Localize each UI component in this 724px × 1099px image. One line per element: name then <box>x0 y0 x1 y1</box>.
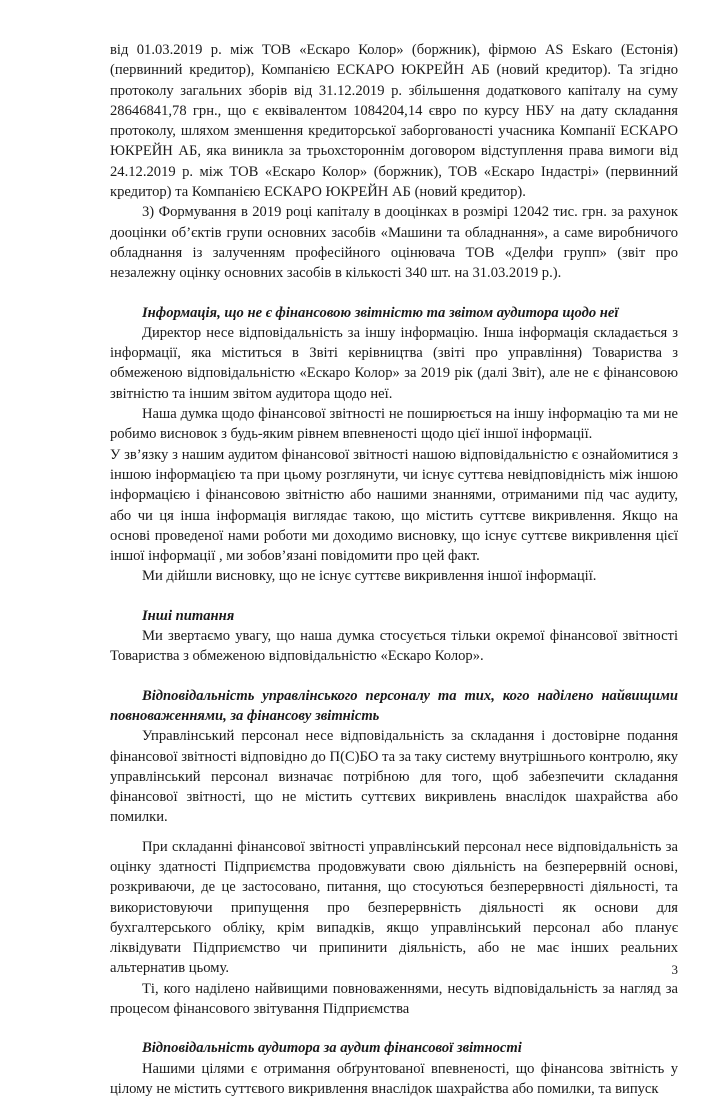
paragraph-going-concern: При складанні фінансової звітності управлінський персонал несе відповідальність за оцінку здатності Підприємства продовжувати свою діяльність на безперервній основі, розкриваючи, де це застосовано, питання, що стосуються безперервності діяльності, та використовуючи припущення про безперервність діяльності як основи для бухгалтерського обліку, крім випадків, якщо управлінський персонал або планує ліквідувати Підприємство чи припинити діяльність, або не має інших реальних альтернатив цьому. <box>110 838 678 977</box>
paragraph-conclusion: Ми дійшли висновку, що не існує суттєве викривлення іншої інформації. <box>142 568 597 585</box>
spacer <box>110 828 678 837</box>
paragraph-other-matters: Ми звертаємо увагу, що наша думка стосується тільки окремої фінансової звітності Товариства з обмеженою відповідальністю «Ескаро Колор». <box>110 628 678 665</box>
spacer <box>110 587 678 606</box>
paragraph-audit-responsibility: У зв’язку з нашим аудитом фінансової звітності нашою відповідальністю є ознайомитися з іншою інформацією та при цьому розглянути, чи існує суттєва невідповідність між іншою інформацією і фінансовою звітністю або нашими знаннями, отриманими під час аудиту, або чи ця інша інформація виглядає такою, що містить суттєве викривлення. Якщо на основі проведеної нами роботи ми доходимо висновку, що існує суттєве викривлення цієї іншої інформації , ми зобов’язані повідомити про цей факт. <box>110 446 678 565</box>
paragraph-audit-objectives: Нашими цілями є отримання обґрунтованої впевненості, що фінансова звітність у цілому не містить суттєвого викривлення внаслідок шахрайства або помилки, та випуск <box>110 1060 678 1097</box>
paragraph-governance-oversight: Ті, кого наділено найвищими повноваженнями, несуть відповідальність за нагляд за процесом фінансового звітування Підприємства <box>110 980 678 1018</box>
spacer <box>110 1019 678 1038</box>
spacer <box>110 284 678 303</box>
paragraph-revaluation: 3) Формування в 2019 році капіталу в дооцінках в розмірі 12042 тис. грн. за рахунок дооцінки об’єктів групи основних засобів «Машини та обладнання», а саме виробничого обладнання із залученням професійного оцінювача ТОВ «Делфи групп» (звіт про незалежну оцінку основних засобів в кількості 340 шт. на 31.03.2019 р.). <box>110 204 678 282</box>
page-number: 3 <box>671 962 678 977</box>
heading-auditor-responsibility: Відповідальність аудитора за аудит фінансової звітності <box>142 1040 522 1057</box>
spacer <box>110 667 678 686</box>
paragraph-director-responsibility: Директор несе відповідальність за іншу інформацію. Інша інформація складається з інформації, яка міститься в Звіті керівництва (звіті про управління) Товариства з обмеженою відповідальністю «Ескаро Колор» за 2019 рік (далі Звіт), але не є фінансовою звітністю та іншим звітом аудитора щодо неї. <box>110 324 678 402</box>
heading-other-information: Інформація, що не є фінансовою звітністю та звітом аудитора щодо неї <box>142 304 619 321</box>
document-body <box>110 40 678 1099</box>
paragraph-opinion-scope: Наша думка щодо фінансової звітності не поширюється на іншу інформацію та ми не робимо висновок з будь-яким рівнем впевненості щодо цієї іншої інформації. <box>110 406 678 443</box>
paragraph-management-reporting: Управлінський персонал несе відповідальність за складання і достовірне подання фінансової звітності відповідно до П(С)БО та за таку систему внутрішнього контролю, яку управлінський персонал визначає потрібною для того, щоб забезпечити складання фінансової звітності, що не містить суттєвих викривлень внаслідок шахрайства або помилки. <box>110 728 678 826</box>
heading-management-responsibility: Відповідальність управлінського персоналу та тих, кого наділено найвищими повноваженнями, за фінансову звітність <box>110 687 678 724</box>
paragraph-contract-details: від 01.03.2019 р. між ТОВ «Ескаро Колор» (боржник), фірмою AS Eskaro (Естонія) (первинний кредитор), Компанією ЕСКАРО ЮКРЕЙН АБ (новий кредитор). Та згідно протоколу загальних зборів від 31.12.2019 р. збільшення додаткового капіталу на суму 28646841,78 грн., що є еквівалентом 1084204,14 євро по курсу НБУ на дату складання протоколу, шляхом зменшення кредиторської заборгованості учасника Компанії ЕСКАРО ЮКРЕЙН АБ, яка виникла за трьохстороннім договором відступлення права вимоги від 24.12.2019 р. між ТОВ «Ескаро Колор» (боржник), ТОВ «Ескаро Індастрі» (первинний кредитор) та Компанією ЕСКАРО ЮКРЕЙН АБ (новий кредитор). <box>110 42 678 201</box>
heading-other-matters: Інші питання <box>142 607 235 624</box>
